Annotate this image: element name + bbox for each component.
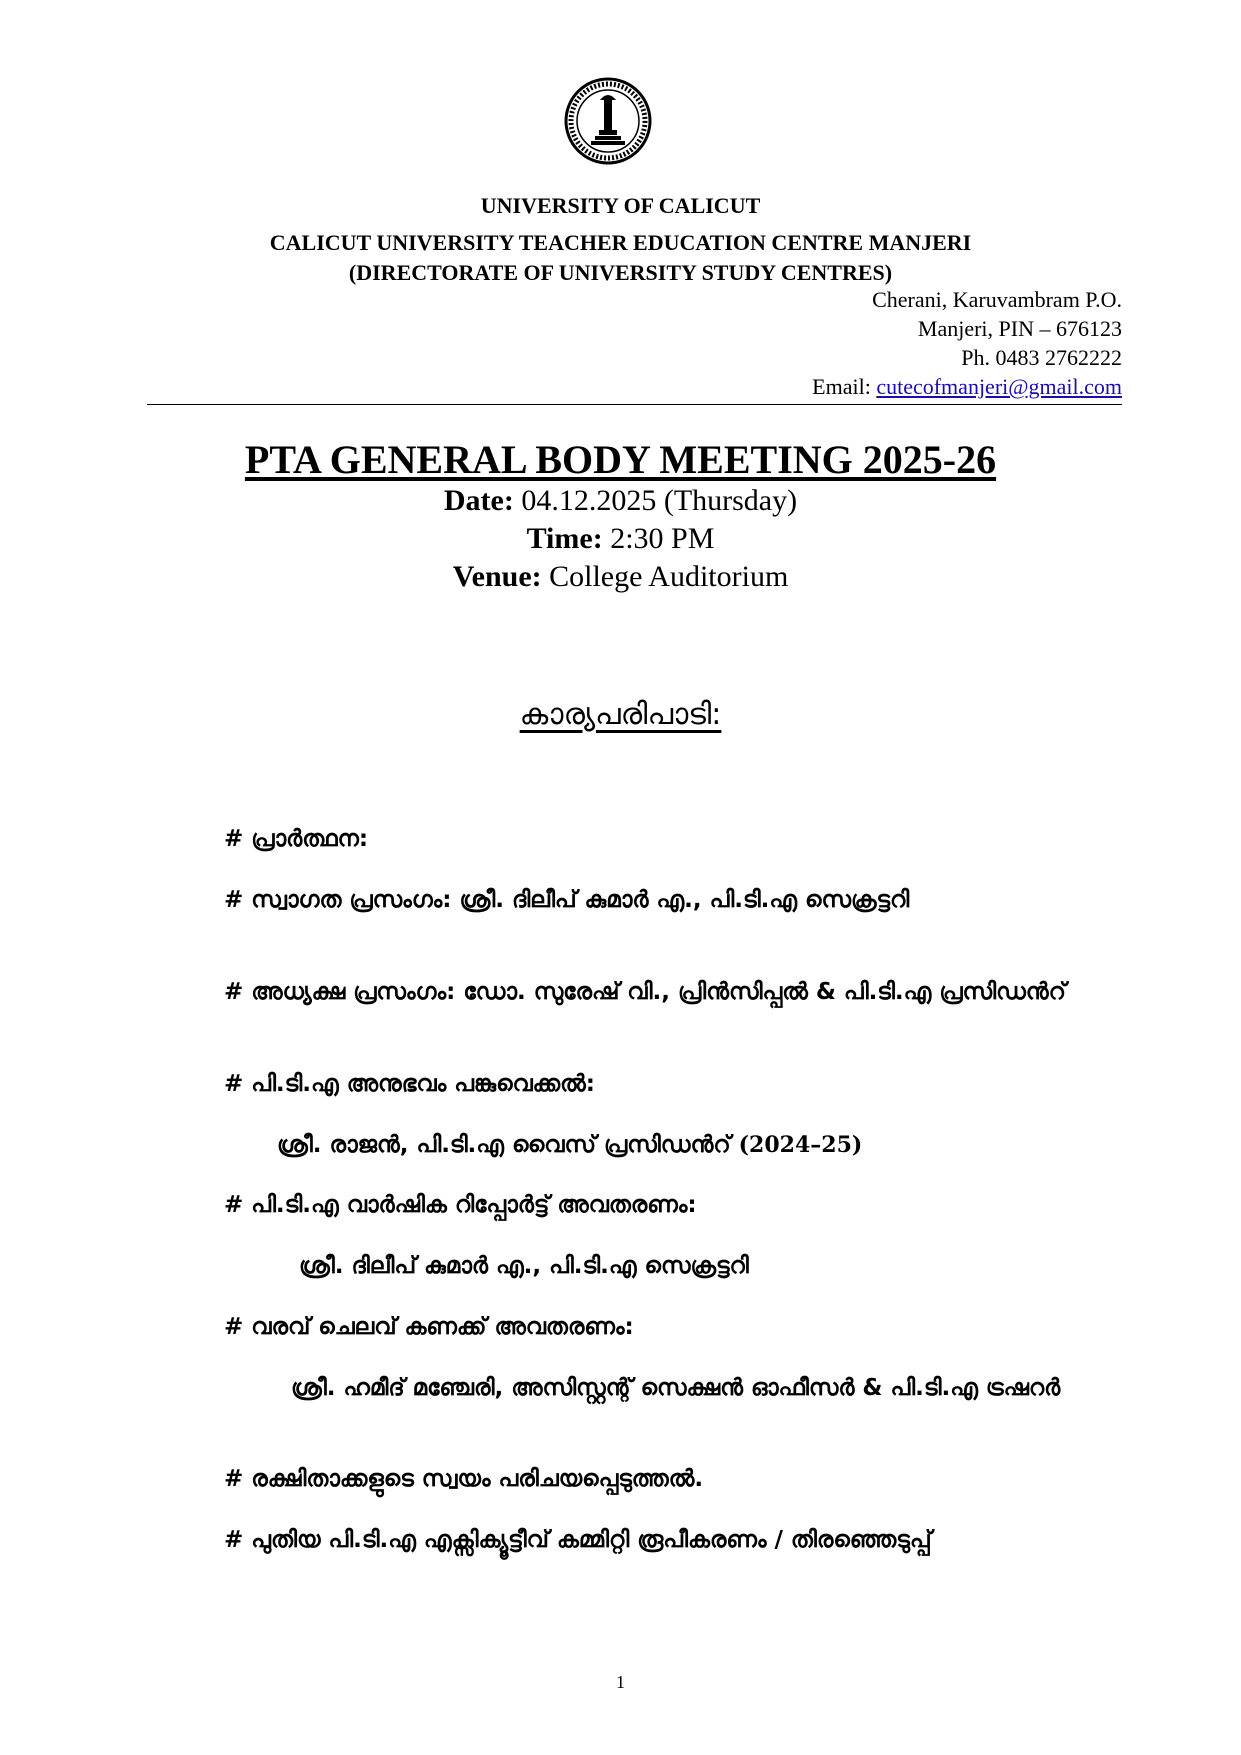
email-link[interactable]: cutecofmanjeri@gmail.com (876, 374, 1122, 399)
date-label: Date: (443, 484, 514, 517)
phone-number: Ph. 0483 2762222 (961, 345, 1122, 370)
agenda-item-annual-report-presenter: ശ്രീ. ദിലീപ് കുമാർ എ., പി.ടി.എ സെക്രട്ടറി (299, 1253, 749, 1279)
page-number: 1 (616, 1672, 625, 1692)
address-line-1: Cherani, Karuvambram P.O. (872, 287, 1122, 312)
agenda-item-accounts-presenter: ശ്രീ. ഹമീദ് മഞ്ചേരി, അസിസ്റ്റന്റ് സെക്ഷൻ ഓഫീസർ & പി.ടി.എ ട്രഷറർ (291, 1375, 1061, 1401)
speaker-year: (2024–25) (738, 1132, 863, 1158)
address-line-2: Manjeri, PIN – 676123 (917, 316, 1122, 341)
meeting-title (0, 436, 1241, 483)
meeting-date (0, 484, 1241, 518)
agenda-item-prayer: # പ്രാർത്ഥന: (224, 826, 369, 852)
agenda-item-parents-introduction: # രക്ഷിതാക്കളുടെ സ്വയം പരിചയപ്പെടുത്തൽ. (224, 1466, 704, 1492)
agenda-item-annual-report: # പി.ടി.എ വാർഷിക റിപ്പോർട്ട് അവതരണം: (224, 1192, 697, 1218)
time-value: 2:30 PM (610, 522, 715, 555)
date-value: 04.12.2025 (Thursday) (521, 484, 798, 517)
agenda-item-welcome-speech: # സ്വാഗത പ്രസംഗം: ശ്രീ. ദിലീപ് കുമാർ എ., പി.ടി.എ സെക്രട്ടറി (224, 887, 910, 913)
venue-label: Venue: (452, 560, 542, 593)
venue-value: College Auditorium (549, 560, 789, 593)
meeting-time (0, 522, 1241, 556)
university-seal-icon (563, 76, 653, 166)
meeting-title-text: PTA GENERAL BODY MEETING 2025-26 (244, 437, 997, 482)
email-label: Email: (812, 374, 871, 399)
agenda-heading (0, 697, 1241, 732)
agenda-item-pta-experience-speaker (277, 1128, 1077, 1162)
directorate-name: (DIRECTORATE OF UNIVERSITY STUDY CENTRES) (348, 260, 893, 285)
header-divider (147, 404, 1122, 405)
email-line (812, 374, 1122, 400)
speaker-name: ശ്രീ. രാജൻ, പി.ടി.എ വൈസ് പ്രസിഡൻറ് (277, 1132, 731, 1158)
agenda-heading-text: കാര്യപരിപാടി: (519, 697, 722, 732)
agenda-item-accounts: # വരവ് ചെലവ് കണക്ക് അവതരണം: (224, 1314, 634, 1340)
meeting-venue (0, 560, 1241, 594)
time-label: Time: (526, 522, 603, 555)
agenda-item-presidential-address: # അധ്യക്ഷ പ്രസംഗം: ഡോ. സുരേഷ് വി., പ്രിൻസിപ്പൽ & പി.ടി.എ പ്രസിഡൻറ് (224, 979, 1066, 1005)
agenda-item-committee-election: # പുതിയ പി.ടി.എ എക്സിക്യൂട്ടീവ് കമ്മിറ്റി രൂപീകരണം / തിരഞ്ഞെടുപ്പ് (224, 1527, 932, 1553)
agenda-item-pta-experience: # പി.ടി.എ അനുഭവം പങ്കുവെക്കൽ: (224, 1071, 595, 1097)
centre-name: CALICUT UNIVERSITY TEACHER EDUCATION CENTRE MANJERI (269, 230, 972, 255)
university-name: UNIVERSITY OF CALICUT (480, 193, 761, 218)
